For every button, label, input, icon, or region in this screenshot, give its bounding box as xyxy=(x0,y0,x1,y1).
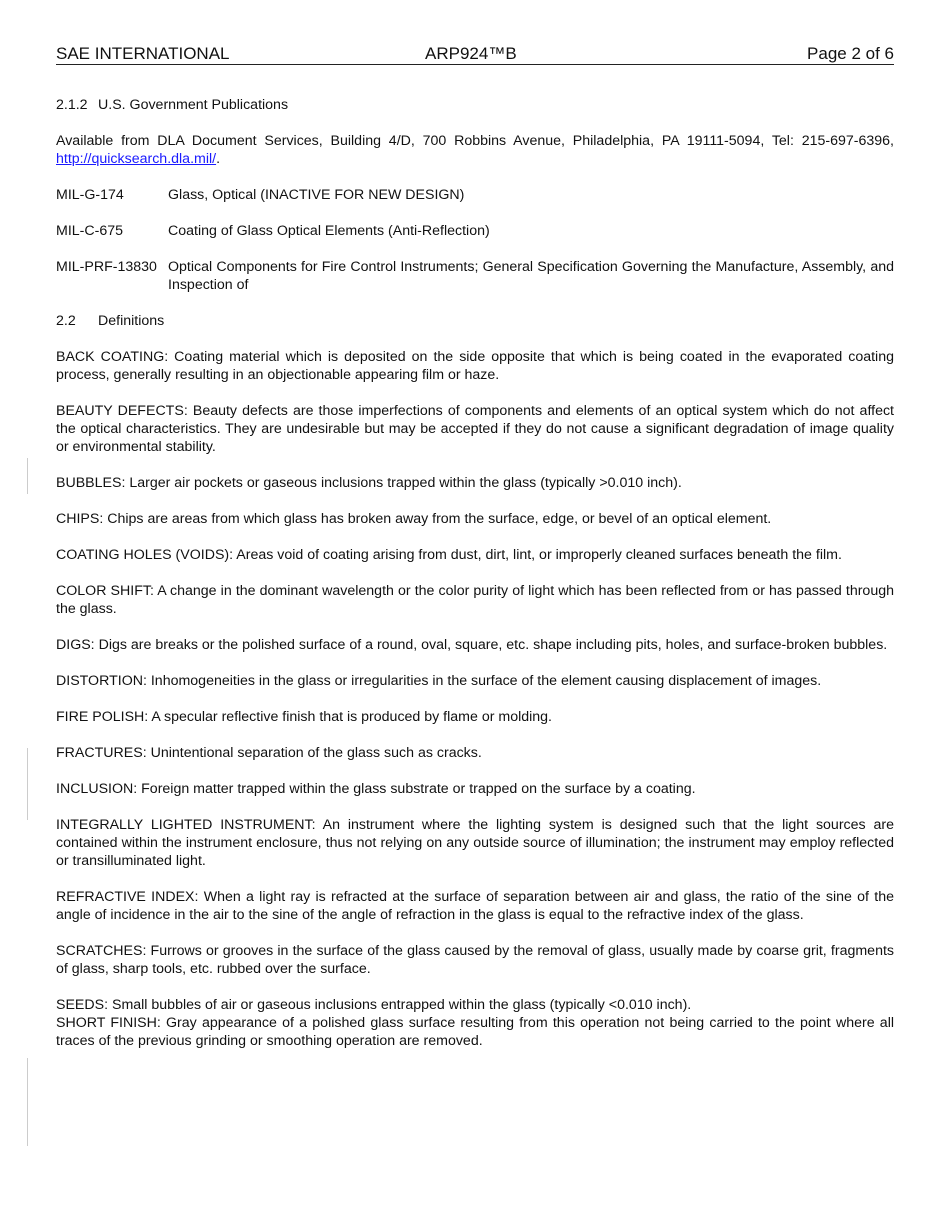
definition-back-coating: BACK COATING: Coating material which is deposited on the side opposite that which is being coated in the evaporated coating process, generally resulting in an objectionable appearing film or haze. xyxy=(56,349,894,383)
definition-distortion: DISTORTION: Inhomogeneities in the glass or irregularities in the surface of the element causing displacement of images. xyxy=(56,673,822,689)
change-bar xyxy=(27,458,28,494)
reference-item xyxy=(56,258,894,294)
definition-beauty-defects: BEAUTY DEFECTS: Beauty defects are those imperfections of components and elements of an optical system which do not affect the optical characteristics. They are undesirable but may be accepted if they do not cause a significant degradation of image quality or environmental stability. xyxy=(56,403,894,455)
reference-title: Coating of Glass Optical Elements (Anti-Reflection) xyxy=(168,223,490,239)
definition-short-finish: SHORT FINISH: Gray appearance of a polished glass surface resulting from this operation not being carried to the point where all traces of the previous grinding or smoothing operation are removed. xyxy=(56,1015,894,1049)
reference-code: MIL-PRF-13830 xyxy=(56,259,157,275)
definition-fractures: FRACTURES: Unintentional separation of the glass such as cracks. xyxy=(56,745,482,761)
reference-title: Optical Components for Fire Control Instruments; General Specification Governing the Manufacture, Assembly, and Inspection of xyxy=(168,259,894,293)
definition-bubbles: BUBBLES: Larger air pockets or gaseous inclusions trapped within the glass (typically >0.010 inch). xyxy=(56,475,682,491)
definition-chips: CHIPS: Chips are areas from which glass has broken away from the surface, edge, or bevel of an optical element. xyxy=(56,511,772,527)
change-bar xyxy=(27,748,28,820)
header-org: SAE INTERNATIONAL xyxy=(56,44,230,63)
definition-scratches: SCRATCHES: Furrows or grooves in the surface of the glass caused by the removal of glass, usually made by coarse grit, fragments of glass, sharp tools, etc. rubbed over the surface. xyxy=(56,943,894,977)
reference-item xyxy=(56,186,894,204)
dla-link[interactable]: http://quicksearch.dla.mil/ xyxy=(56,151,217,167)
definition-inclusion: INCLUSION: Foreign matter trapped within the glass substrate or trapped on the surface by a coating. xyxy=(56,781,696,797)
definition-refractive-index: REFRACTIVE INDEX: When a light ray is refracted at the surface of separation between air and glass, the ratio of the sine of the angle of incidence in the air to the sine of the angle of refraction in the glass is equal to the refractive index of the glass. xyxy=(56,889,894,923)
reference-code: MIL-G-174 xyxy=(56,187,124,203)
definition-fire-polish: FIRE POLISH: A specular reflective finish that is produced by flame or molding. xyxy=(56,709,552,725)
definition-coating-holes: COATING HOLES (VOIDS): Areas void of coating arising from dust, dirt, lint, or improperly cleaned surfaces beneath the film. xyxy=(56,547,842,563)
page-header xyxy=(56,44,894,65)
section-title: U.S. Government Publications xyxy=(98,97,289,113)
header-page-number: Page 2 of 6 xyxy=(807,44,894,63)
change-bar xyxy=(27,1058,28,1146)
definition-digs: DIGS: Digs are breaks or the polished surface of a round, oval, square, etc. shape including pits, holes, and surface-broken bubbles. xyxy=(56,637,888,653)
definition-color-shift: COLOR SHIFT: A change in the dominant wavelength or the color purity of light which has been reflected from or has passed through the glass. xyxy=(56,583,894,617)
section-heading-2-2 xyxy=(56,312,894,330)
section-number: 2.1.2 xyxy=(56,97,88,113)
availability-text: Available from DLA Document Services, Building 4/D, 700 Robbins Avenue, Philadelphia, PA 19111-5094, Tel: 215-697-6396, xyxy=(56,133,894,149)
availability-paragraph xyxy=(56,132,894,168)
section-heading-2-1-2 xyxy=(56,96,894,114)
reference-title: Glass, Optical (INACTIVE FOR NEW DESIGN) xyxy=(168,187,465,203)
reference-code: MIL-C-675 xyxy=(56,223,124,239)
definition-integrally-lighted-instrument: INTEGRALLY LIGHTED INSTRUMENT: An instrument where the lighting system is designed such that the light sources are contained within the instrument enclosure, thus not relying on any outside source of illumination; the instrument may employ reflected or transilluminated light. xyxy=(56,817,894,869)
availability-end: . xyxy=(216,151,221,167)
reference-item xyxy=(56,222,894,240)
section-number: 2.2 xyxy=(56,313,76,329)
definition-seeds: SEEDS: Small bubbles of air or gaseous inclusions entrapped within the glass (typically <0.010 inch). xyxy=(56,997,692,1013)
header-doc-id: ARP924™B xyxy=(425,44,517,63)
section-title: Definitions xyxy=(98,313,165,329)
document-body xyxy=(56,96,894,1068)
